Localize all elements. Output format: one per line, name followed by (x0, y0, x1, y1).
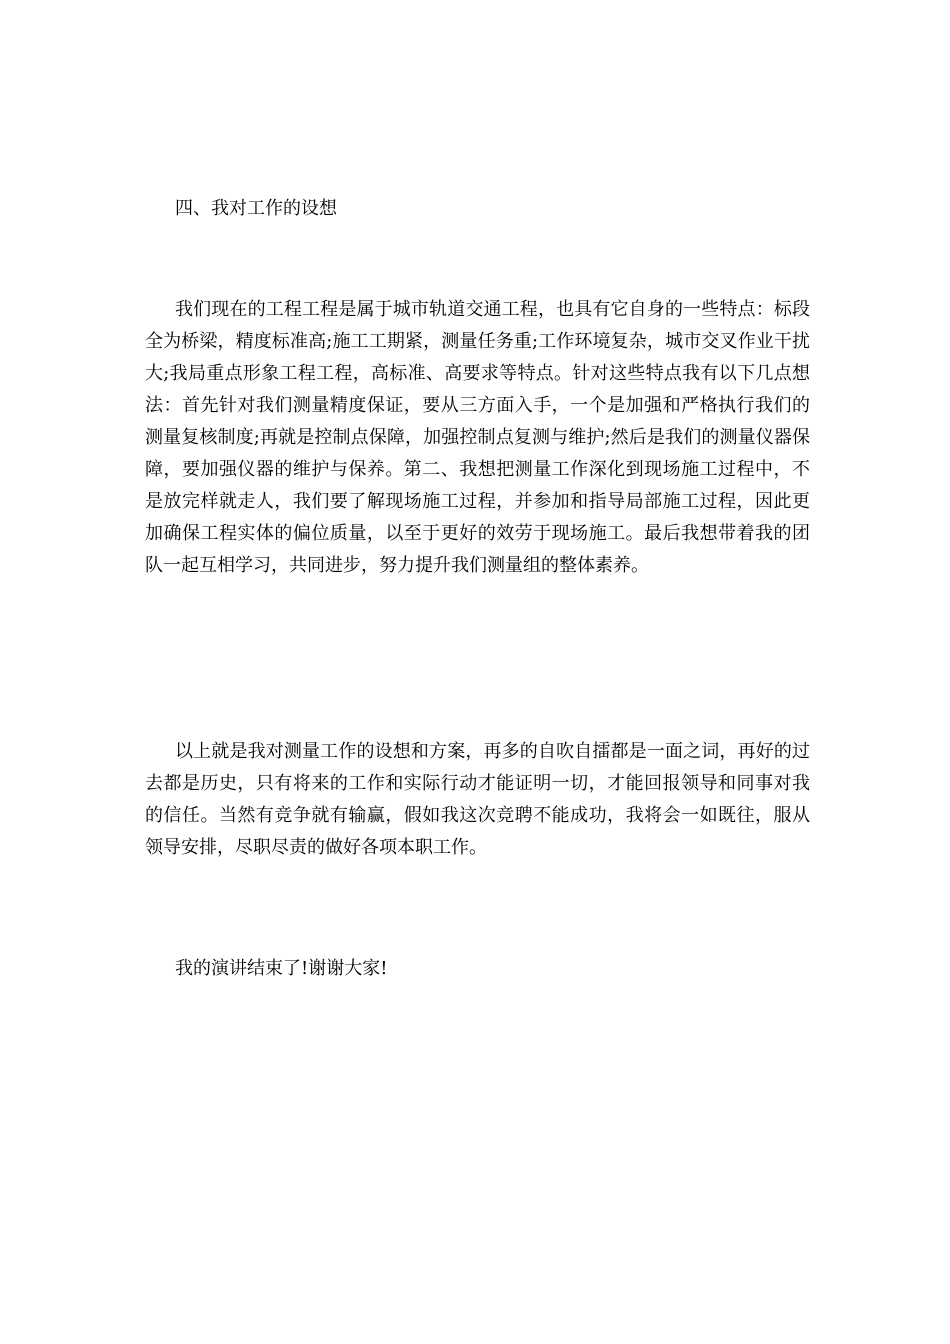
body-paragraph-1: 我们现在的工程工程是属于城市轨道交通工程，也具有它自身的一些特点：标段全为桥梁，精度标准高;施工工期紧，测量任务重;工作环境复杂，城市交叉作业干扰大;我局重点形象工程工程，高标准、高要求等特点。针对这些特点我有以下几点想法：首先针对我们测量精度保证，要从三方面入手，一个是加强和严格执行我们的测量复核制度;再就是控制点保障，加强控制点复测与维护;然后是我们的测量仪器保障，要加强仪器的维护与保养。第二、我想把测量工作深化到现场施工过程中，不是放完样就走人，我们要了解现场施工过程，并参加和指导局部施工过程，因此更加确保工程实体的偏位质量，以至于更好的效劳于现场施工。最后我想带着我的团队一起互相学习，共同进步，努力提升我们测量组的整体素养。 (145, 299, 810, 576)
body-paragraph-2: 以上就是我对测量工作的设想和方案，再多的自吹自擂都是一面之词，再好的过去都是历史，只有将来的工作和实际行动才能证明一切，才能回报领导和同事对我的信任。当然有竞争就有输赢，假如我这次竞聘不能成功，我将会一如既往，服从领导安排，尽职尽责的做好各项本职工作。 (145, 741, 810, 858)
closing-line: 我的演讲结束了!谢谢大家! (175, 958, 388, 979)
section-heading: 四、我对工作的设想 (175, 198, 337, 219)
